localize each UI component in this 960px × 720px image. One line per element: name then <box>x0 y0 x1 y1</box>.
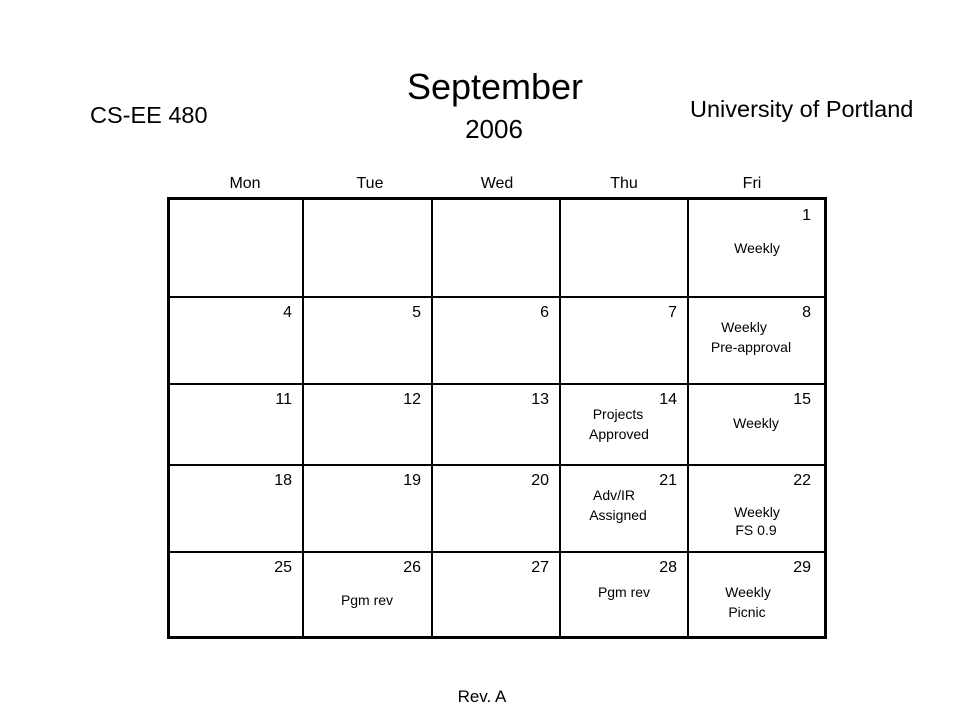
day-cell <box>432 552 560 638</box>
empty-day-cell <box>168 198 303 297</box>
day-note: Weekly <box>721 319 767 335</box>
day-note: Weekly <box>734 504 780 520</box>
day-number: 8 <box>802 304 811 321</box>
day-number: 28 <box>659 559 677 576</box>
day-number: 20 <box>531 472 549 489</box>
day-number: 18 <box>274 472 292 489</box>
day-note: Projects <box>592 406 644 422</box>
day-number: 1 <box>802 207 811 224</box>
day-number: 12 <box>403 391 421 408</box>
day-cell <box>168 297 303 384</box>
revision-label: Rev. A <box>457 687 507 706</box>
day-cell <box>560 384 688 465</box>
day-header-tue: Tue <box>356 175 384 192</box>
day-cell <box>560 465 688 552</box>
university-name: University of Portland <box>690 96 914 122</box>
day-cell <box>688 552 826 638</box>
day-cell <box>168 384 303 465</box>
day-note: FS 0.9 <box>735 522 777 538</box>
day-number: 22 <box>793 472 811 489</box>
day-note: Approved <box>589 426 649 442</box>
day-cell <box>688 297 826 384</box>
day-note: Weekly <box>733 415 779 431</box>
day-number: 26 <box>403 559 421 576</box>
day-note: Pgm rev <box>597 584 651 600</box>
day-cell <box>168 465 303 552</box>
day-header-fri: Fri <box>742 175 762 192</box>
day-number: 7 <box>668 304 677 321</box>
day-cell <box>688 465 826 552</box>
day-header-thu: Thu <box>610 175 638 192</box>
day-note: Picnic <box>728 604 766 620</box>
day-cell <box>303 465 432 552</box>
day-number: 21 <box>659 472 677 489</box>
day-number: 6 <box>540 304 549 321</box>
day-note: Weekly <box>734 240 780 256</box>
course-code: CS-EE 480 <box>90 102 208 128</box>
day-cell <box>303 297 432 384</box>
day-number: 5 <box>412 304 421 321</box>
day-cell <box>688 198 826 297</box>
day-number: 19 <box>403 472 421 489</box>
empty-day-cell <box>432 198 560 297</box>
empty-day-cell <box>303 198 432 297</box>
day-cell <box>560 297 688 384</box>
year-subtitle: 2006 <box>465 114 523 144</box>
day-cell <box>303 552 432 638</box>
day-note: Pre-approval <box>710 339 792 355</box>
day-cell <box>432 297 560 384</box>
day-note: Adv/IR <box>592 487 636 503</box>
day-note: Assigned <box>589 507 647 523</box>
day-cell <box>560 552 688 638</box>
month-title: September <box>406 66 584 107</box>
day-number: 11 <box>275 391 292 408</box>
day-number: 14 <box>659 391 677 408</box>
day-number: 4 <box>283 304 292 321</box>
day-number: 27 <box>531 559 549 576</box>
day-header-wed: Wed <box>480 175 514 192</box>
day-cell <box>303 384 432 465</box>
empty-day-cell <box>560 198 688 297</box>
day-cell <box>168 552 303 638</box>
day-note: Pgm rev <box>340 592 394 608</box>
day-cell <box>432 465 560 552</box>
day-number: 29 <box>793 559 811 576</box>
day-note: Weekly <box>725 584 771 600</box>
day-number: 25 <box>274 559 292 576</box>
day-number: 13 <box>531 391 549 408</box>
day-cell <box>688 384 826 465</box>
day-number: 15 <box>793 391 811 408</box>
day-header-mon: Mon <box>229 175 261 192</box>
day-cell <box>432 384 560 465</box>
